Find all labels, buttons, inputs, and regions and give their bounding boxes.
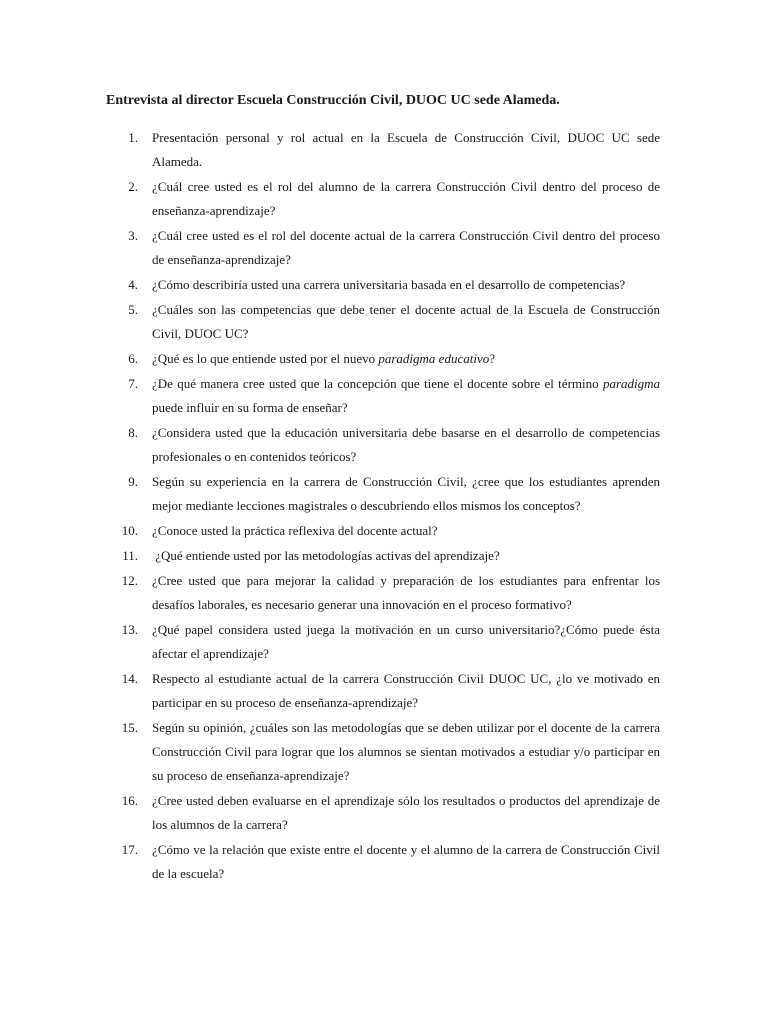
- question-text-segment: ¿Cree usted deben evaluarse en el aprendizaje sólo los resultados o productos del aprendizaje de los alumnos de la carrera?: [152, 793, 664, 832]
- question-item: [108, 347, 660, 371]
- question-number: 1.: [128, 130, 138, 145]
- question-text-segment: ¿Qué es lo que entiende usted por el nuevo: [152, 351, 379, 366]
- question-item: [108, 273, 660, 297]
- question-number: 4.: [128, 277, 138, 292]
- question-text: [152, 838, 664, 886]
- question-text-segment: ¿De qué manera cree usted que la concepción que tiene el docente sobre el término: [152, 376, 603, 391]
- question-text: [152, 569, 664, 617]
- question-text-segment: ¿Considera usted que la educación universitaria debe basarse en el desarrollo de competencias profesionales o en contenidos teóricos?: [152, 425, 664, 464]
- question-item: [108, 126, 663, 174]
- question-list: [108, 126, 664, 887]
- question-item: [108, 544, 660, 568]
- question-text-segment: ¿Qué papel considera usted juega la motivación en un curso universitario?¿Cómo puede ésta afectar el aprendizaje?: [152, 622, 664, 661]
- question-item: [108, 470, 664, 518]
- question-text: [152, 224, 664, 272]
- question-text: [152, 470, 664, 518]
- question-item: [108, 372, 664, 420]
- question-item: [108, 667, 664, 715]
- question-text: [152, 716, 664, 788]
- question-text-segment: ¿Conoce usted la práctica reflexiva del docente actual?: [152, 523, 438, 538]
- question-text-segment: ¿Cómo ve la relación que existe entre el docente y el alumno de la carrera de Construcción Civil de la escuela?: [152, 842, 664, 881]
- question-text: [152, 347, 660, 371]
- question-text: [152, 273, 660, 297]
- question-number: 2.: [128, 179, 138, 194]
- question-text: [152, 544, 660, 568]
- question-text-segment: ¿Cree usted que para mejorar la calidad y preparación de los estudiantes para enfrentar los desafíos laborales, es necesario generar una innovación en el proceso formativo?: [152, 573, 664, 612]
- question-item: [108, 298, 664, 346]
- question-number: 13.: [121, 622, 138, 637]
- document-title: Entrevista al director Escuela Construcción Civil, DUOC UC sede Alameda.: [106, 93, 560, 108]
- question-text-segment: puede influir en su forma de enseñar?: [152, 376, 664, 415]
- question-text: [152, 421, 664, 469]
- question-text: [152, 618, 664, 666]
- question-number: 11.: [122, 548, 138, 563]
- question-number: 10.: [121, 523, 138, 538]
- question-text-segment: ¿Cuál cree usted es el rol del docente actual de la carrera Construcción Civil dentro del proceso de enseñanza-aprendizaje?: [152, 228, 664, 267]
- question-item: [108, 789, 664, 837]
- question-number: 6.: [128, 351, 138, 366]
- question-item: [108, 618, 664, 666]
- question-text-italic: paradigma educativo: [378, 351, 490, 366]
- question-text-segment: ¿Qué entiende usted por las metodologías activas del aprendizaje?: [152, 548, 500, 563]
- question-number: 12.: [121, 573, 138, 588]
- question-text-segment: ¿Cuál cree usted es el rol del alumno de la carrera Construcción Civil dentro del proceso de enseñanza-aprendizaje?: [152, 179, 664, 218]
- question-text-segment: Presentación personal y rol actual en la Escuela de Construcción Civil, DUOC UC sede Alameda.: [152, 130, 663, 169]
- question-item: [108, 175, 664, 223]
- question-text-segment: ¿Cómo describiría usted una carrera universitaria basada en el desarrollo de competencias?: [152, 277, 626, 292]
- question-text-segment: ¿Cuáles son las competencias que debe tener el docente actual de la Escuela de Construcción Civil, DUOC UC?: [152, 302, 664, 341]
- question-number: 7.: [128, 376, 138, 391]
- question-item: [108, 716, 664, 788]
- question-text: [152, 298, 664, 346]
- question-number: 14.: [121, 671, 138, 686]
- question-item: [108, 224, 664, 272]
- question-item: [108, 519, 660, 543]
- question-text-segment: Según su experiencia en la carrera de Construcción Civil, ¿cree que los estudiantes aprenden mejor mediante lecciones magistrales o descubriendo ellos mismos los conceptos?: [152, 474, 664, 513]
- question-text: [152, 667, 664, 715]
- question-text: [152, 789, 664, 837]
- question-item: [108, 421, 664, 469]
- question-number: 17.: [121, 842, 138, 857]
- question-text: [152, 372, 664, 420]
- question-text-segment: Según su opinión, ¿cuáles son las metodologías que se deben utilizar por el docente de la carrera Construcción Civil para lograr que los alumnos se sientan motivados a estudiar y/o participar en su proceso de enseñanza-aprendizaje?: [152, 720, 664, 783]
- question-text-segment: ?: [489, 351, 495, 366]
- question-item: [108, 569, 664, 617]
- question-number: 8.: [128, 425, 138, 440]
- question-number: 3.: [128, 228, 138, 243]
- question-text: [152, 126, 663, 174]
- question-text-italic: paradigma: [602, 376, 660, 391]
- question-number: 16.: [121, 793, 138, 808]
- question-number: 15.: [121, 720, 138, 735]
- question-number: 9.: [128, 474, 138, 489]
- question-text-segment: Respecto al estudiante actual de la carrera Construcción Civil DUOC UC, ¿lo ve motivado en participar en su proceso de enseñanza-aprendizaje?: [152, 671, 664, 710]
- question-item: [108, 838, 664, 886]
- question-text: [152, 175, 664, 223]
- question-number: 5.: [128, 302, 138, 317]
- question-text: [152, 519, 660, 543]
